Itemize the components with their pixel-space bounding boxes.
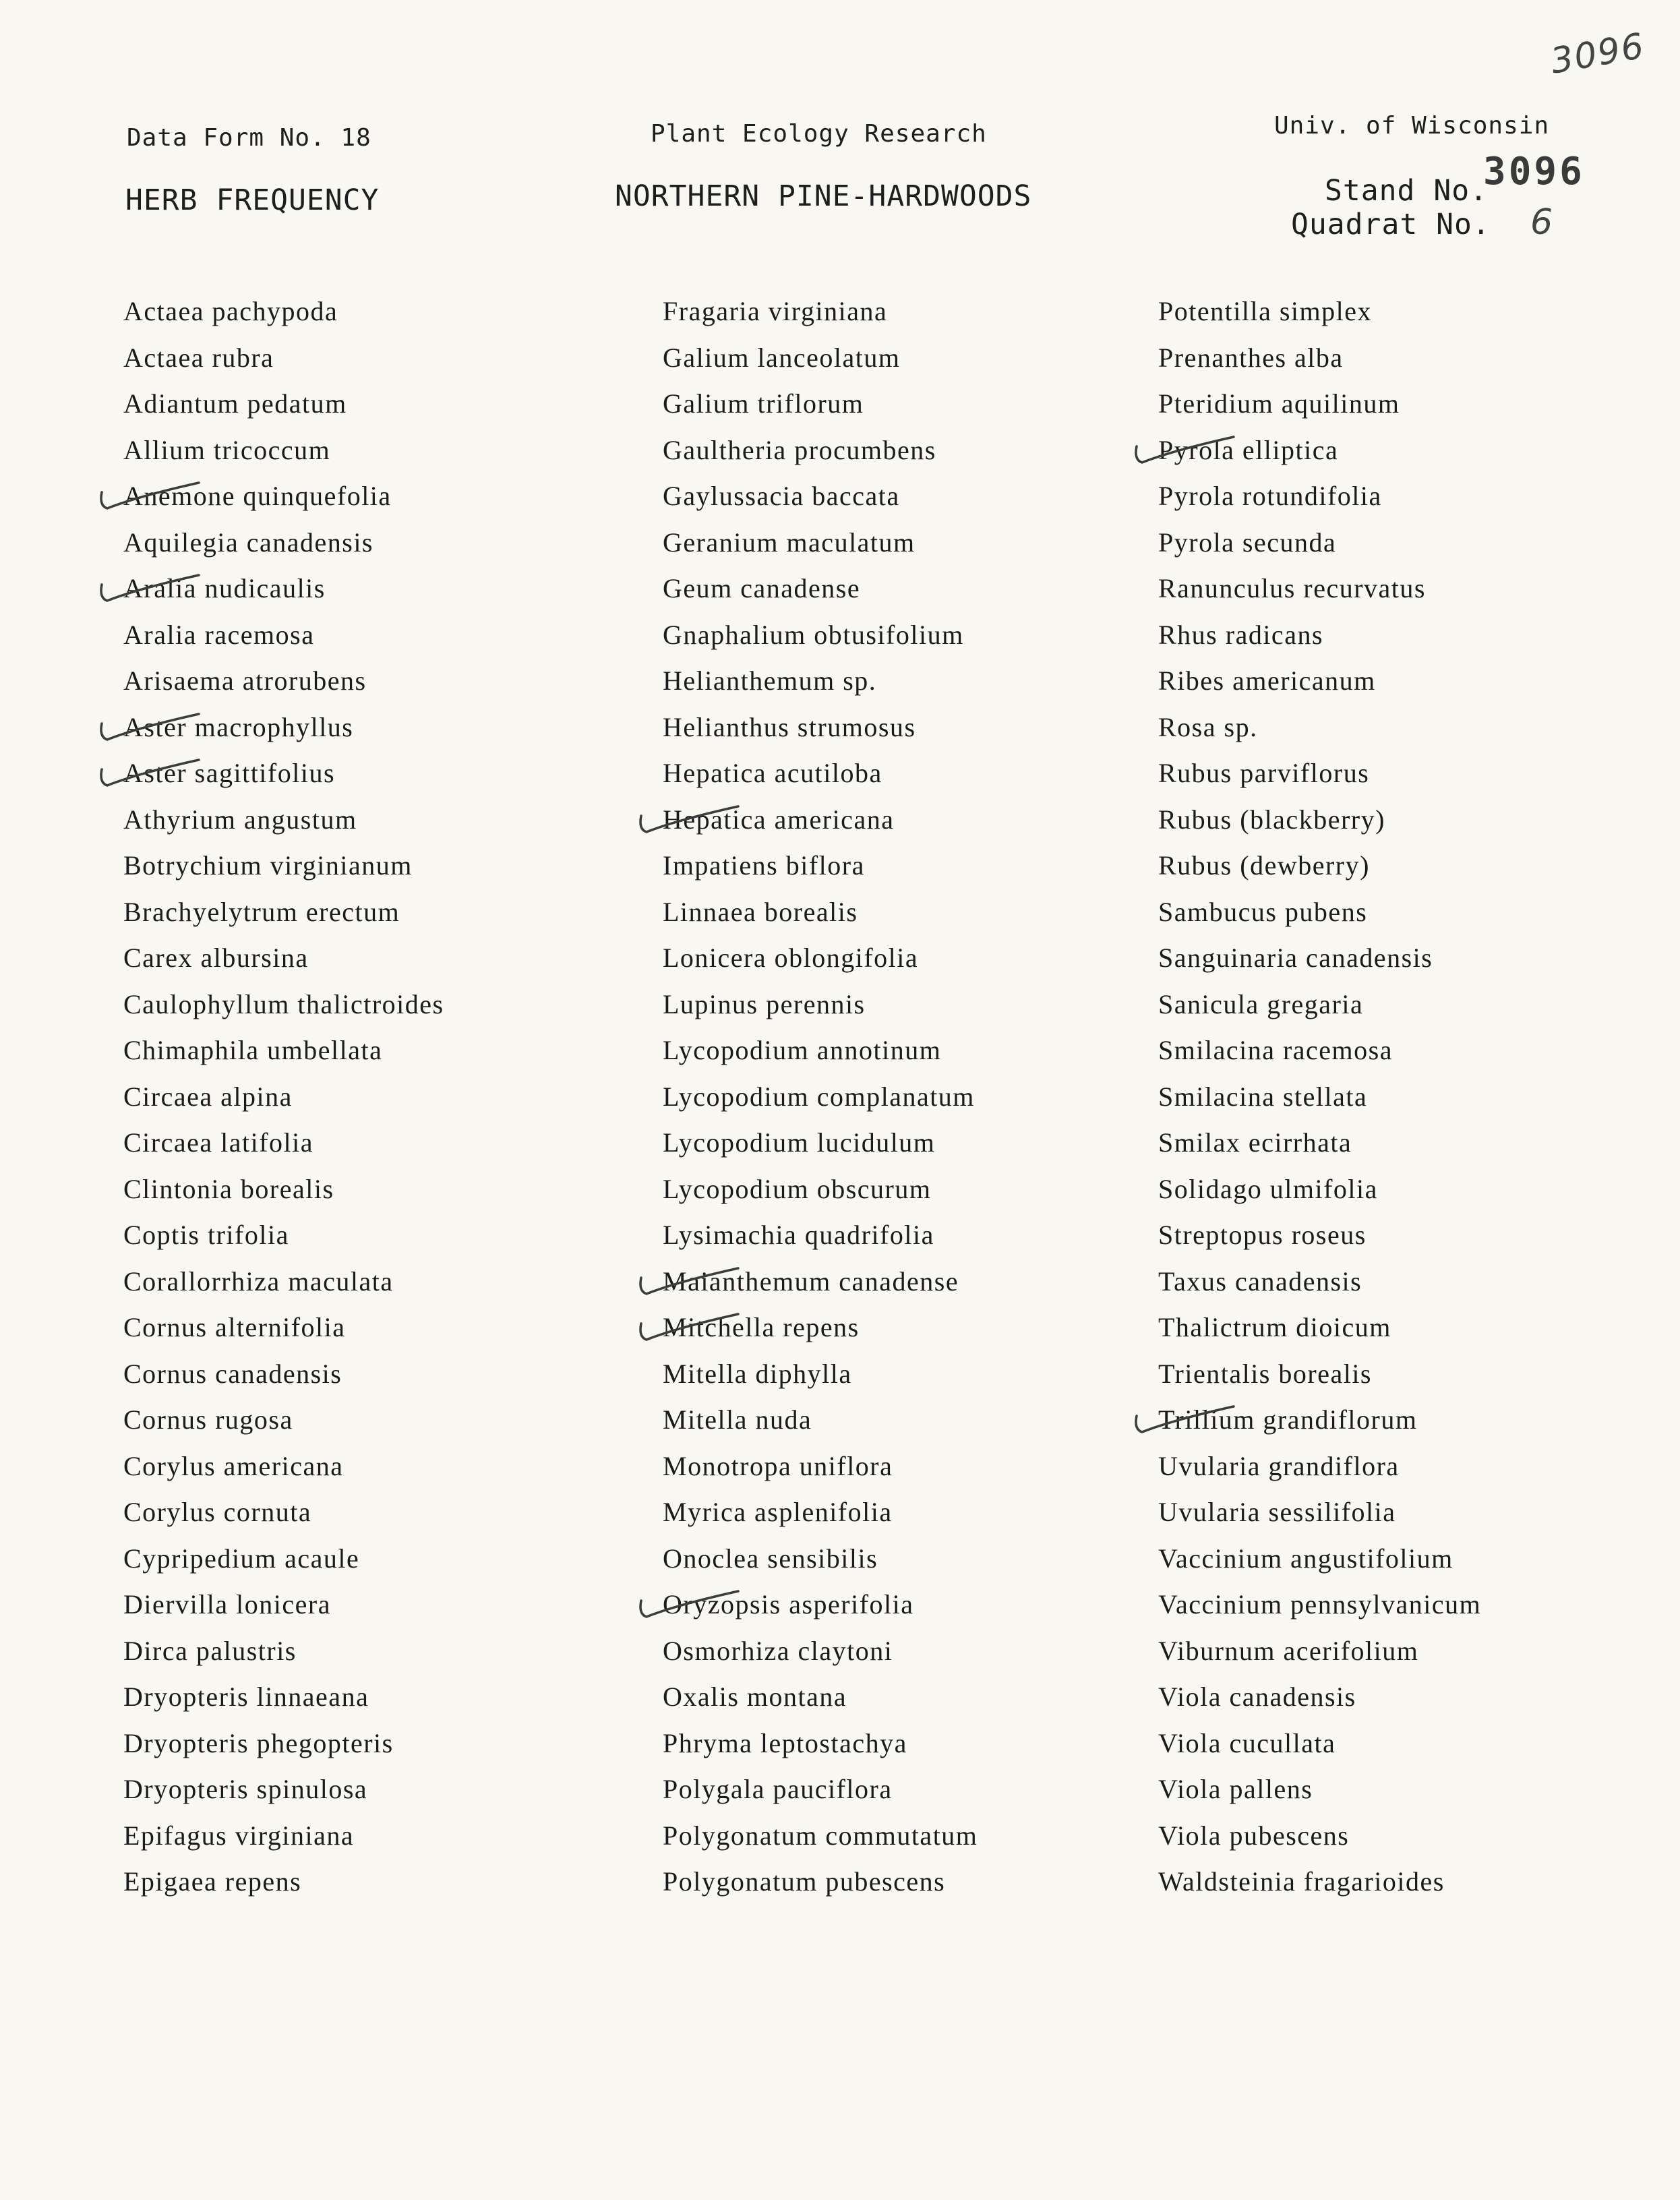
species-name: Vaccinium angustifolium: [1158, 1543, 1453, 1574]
species-row: [663, 1351, 1175, 1398]
species-row: [123, 612, 636, 659]
species-name: Galium triflorum: [663, 388, 864, 419]
institution-name: Univ. of Wisconsin: [1274, 112, 1550, 140]
species-row: [123, 427, 636, 474]
species-row: [663, 427, 1175, 474]
species-row: [123, 982, 636, 1028]
species-row: [1158, 1766, 1671, 1813]
species-name: Pyrola elliptica: [1158, 434, 1339, 465]
species-name: Cornus rugosa: [123, 1404, 293, 1435]
species-row: [123, 843, 636, 889]
species-name: Aralia racemosa: [123, 619, 315, 650]
species-name: Monotropa uniflora: [663, 1450, 893, 1481]
species-name: Viola cucullata: [1158, 1727, 1336, 1758]
species-row: [1158, 935, 1671, 982]
species-row: [123, 1859, 636, 1905]
species-row: [1158, 1859, 1671, 1905]
species-row: [1158, 520, 1671, 566]
species-row: [663, 335, 1175, 382]
species-row: [1158, 705, 1671, 751]
species-row: [1158, 797, 1671, 843]
species-name: Anemone quinquefolia: [123, 481, 392, 511]
species-row: [123, 797, 636, 843]
species-name: Ranunculus recurvatus: [1158, 573, 1426, 603]
species-row: [123, 335, 636, 382]
species-name: Osmorhiza claytoni: [663, 1635, 893, 1666]
species-row: [663, 1166, 1175, 1213]
species-name: Smilacina racemosa: [1158, 1035, 1393, 1065]
species-row: [663, 381, 1175, 427]
species-row: [663, 289, 1175, 335]
species-row: [663, 1628, 1175, 1675]
species-name: Geranium maculatum: [663, 527, 916, 558]
species-row: [1158, 1166, 1671, 1213]
species-row: [1158, 381, 1671, 427]
species-row: [663, 1397, 1175, 1444]
species-name: Mitella nuda: [663, 1404, 812, 1435]
species-name: Sanguinaria canadensis: [1158, 943, 1433, 973]
species-name: Oryzopsis asperifolia: [663, 1589, 914, 1619]
species-name: Lycopodium annotinum: [663, 1035, 942, 1065]
species-name: Rubus parviflorus: [1158, 758, 1370, 788]
species-name: Athyrium angustum: [123, 804, 357, 835]
species-name: Phryma leptostachya: [663, 1727, 907, 1758]
species-name: Epigaea repens: [123, 1866, 302, 1897]
species-name: Lycopodium obscurum: [663, 1173, 932, 1204]
species-name: Helianthus strumosus: [663, 711, 916, 742]
species-row: [123, 750, 636, 797]
checkmark-icon: [1133, 1400, 1281, 1440]
species-row: [1158, 1397, 1671, 1444]
species-row: [1158, 889, 1671, 936]
species-name: Lycopodium complanatum: [663, 1081, 975, 1112]
species-row: [663, 1120, 1175, 1166]
species-row: [1158, 1444, 1671, 1490]
species-name: Streptopus roseus: [1158, 1220, 1367, 1250]
species-name: Arisaema atrorubens: [123, 665, 367, 696]
species-row: [1158, 1721, 1671, 1767]
species-row: [123, 1628, 636, 1675]
species-row: [1158, 427, 1671, 474]
species-name: Helianthemum sp.: [663, 665, 877, 696]
species-name: Lupinus perennis: [663, 988, 866, 1019]
species-row: [663, 1489, 1175, 1536]
species-row: [123, 705, 636, 751]
species-row: [663, 658, 1175, 705]
species-row: [663, 1582, 1175, 1628]
species-row: [123, 1120, 636, 1166]
species-row: [1158, 1305, 1671, 1351]
species-row: [123, 889, 636, 936]
species-name: Lycopodium lucidulum: [663, 1127, 936, 1158]
species-row: [123, 1582, 636, 1628]
checkmark-icon: [637, 1261, 785, 1302]
species-name: Actaea pachypoda: [123, 296, 338, 326]
species-name: Circaea alpina: [123, 1081, 293, 1112]
species-row: [123, 289, 636, 335]
species-row: [663, 750, 1175, 797]
species-name: Dryopteris phegopteris: [123, 1727, 394, 1758]
species-name: Myrica asplenifolia: [663, 1497, 893, 1527]
species-name: Potentilla simplex: [1158, 296, 1372, 326]
species-name: Viola pubescens: [1158, 1820, 1350, 1851]
handwritten-corner-number: 3096: [1547, 26, 1648, 82]
species-name: Uvularia sessilifolia: [1158, 1497, 1396, 1527]
species-name: Hepatica acutiloba: [663, 758, 882, 788]
species-name: Rhus radicans: [1158, 619, 1324, 650]
species-name: Thalictrum dioicum: [1158, 1312, 1391, 1342]
species-row: [123, 1028, 636, 1074]
species-name: Gnaphalium obtusifolium: [663, 619, 964, 650]
species-row: [1158, 1212, 1671, 1259]
species-row: [663, 935, 1175, 982]
species-row: [1158, 1074, 1671, 1121]
species-row: [1158, 1674, 1671, 1721]
species-name: Brachyelytrum erectum: [123, 896, 400, 927]
species-row: [123, 1259, 636, 1305]
species-row: [123, 1766, 636, 1813]
checkmark-icon: [98, 753, 246, 794]
species-row: [663, 1074, 1175, 1121]
species-name: Pteridium aquilinum: [1158, 388, 1400, 419]
species-row: [123, 1305, 636, 1351]
species-name: Linnaea borealis: [663, 896, 858, 927]
species-name: Actaea rubra: [123, 342, 274, 373]
species-name: Trillium grandiflorum: [1158, 1404, 1418, 1435]
species-name: Diervilla lonicera: [123, 1589, 331, 1619]
species-name: Mitchella repens: [663, 1312, 860, 1342]
species-row: [123, 473, 636, 520]
species-row: [663, 982, 1175, 1028]
form-title: HERB FREQUENCY: [125, 183, 380, 217]
species-row: [663, 705, 1175, 751]
species-name: Cypripedium acaule: [123, 1543, 360, 1574]
species-name: Botrychium virginianum: [123, 850, 413, 881]
species-name: Pyrola rotundifolia: [1158, 481, 1382, 511]
species-row: [663, 1766, 1175, 1813]
checkmark-icon: [637, 1584, 785, 1625]
species-name: Smilacina stellata: [1158, 1081, 1368, 1112]
community-name: NORTHERN PINE-HARDWOODS: [615, 179, 1032, 213]
species-name: Polygonatum pubescens: [663, 1866, 946, 1897]
species-name: Circaea latifolia: [123, 1127, 314, 1158]
species-row: [123, 1813, 636, 1860]
species-row: [123, 1489, 636, 1536]
species-row: [1158, 1582, 1671, 1628]
species-row: [123, 1444, 636, 1490]
program-name: Plant Ecology Research: [651, 120, 987, 148]
quadrat-number-value: 6: [1530, 202, 1555, 243]
species-name: Impatiens biflora: [663, 850, 865, 881]
species-name: Gaultheria procumbens: [663, 434, 936, 465]
species-name: Rubus (dewberry): [1158, 850, 1370, 881]
species-row: [663, 1721, 1175, 1767]
species-row: [663, 1674, 1175, 1721]
species-row: [123, 566, 636, 612]
species-column-1: [123, 289, 636, 1905]
species-row: [663, 520, 1175, 566]
species-row: [1158, 658, 1671, 705]
species-row: [1158, 1028, 1671, 1074]
species-row: [1158, 982, 1671, 1028]
species-name: Smilax ecirrhata: [1158, 1127, 1352, 1158]
species-name: Geum canadense: [663, 573, 861, 603]
species-row: [663, 1259, 1175, 1305]
species-row: [663, 473, 1175, 520]
species-row: [1158, 1120, 1671, 1166]
species-row: [1158, 750, 1671, 797]
species-row: [663, 1028, 1175, 1074]
checkmark-icon: [98, 568, 246, 609]
species-name: Maianthemum canadense: [663, 1266, 959, 1297]
species-name: Lonicera oblongifolia: [663, 943, 919, 973]
species-name: Adiantum pedatum: [123, 388, 347, 419]
species-row: [1158, 1351, 1671, 1398]
species-row: [123, 1166, 636, 1213]
species-row: [663, 1444, 1175, 1490]
species-row: [663, 843, 1175, 889]
species-row: [663, 1813, 1175, 1860]
species-name: Coptis trifolia: [123, 1220, 289, 1250]
species-column-3: [1158, 289, 1671, 1905]
species-name: Trientalis borealis: [1158, 1358, 1372, 1389]
species-name: Vaccinium pennsylvanicum: [1158, 1589, 1482, 1619]
species-name: Prenanthes alba: [1158, 342, 1344, 373]
checkmark-icon: [637, 800, 785, 840]
species-row: [1158, 289, 1671, 335]
species-name: Mitella diphylla: [663, 1358, 852, 1389]
species-row: [123, 1397, 636, 1444]
checkmark-icon: [98, 476, 246, 516]
species-name: Viola canadensis: [1158, 1682, 1356, 1712]
species-name: Lysimachia quadrifolia: [663, 1220, 934, 1250]
species-name: Uvularia grandiflora: [1158, 1450, 1400, 1481]
species-row: [1158, 1259, 1671, 1305]
species-name: Polygonatum commutatum: [663, 1820, 978, 1851]
species-name: Sanicula gregaria: [1158, 988, 1364, 1019]
species-row: [1158, 843, 1671, 889]
species-name: Rosa sp.: [1158, 711, 1258, 742]
species-row: [1158, 1628, 1671, 1675]
quadrat-number-label: Quadrat No.: [1291, 208, 1491, 241]
species-row: [123, 1721, 636, 1767]
species-name: Taxus canadensis: [1158, 1266, 1362, 1297]
checkmark-icon: [637, 1307, 785, 1348]
species-row: [1158, 1489, 1671, 1536]
species-name: Cornus alternifolia: [123, 1312, 346, 1342]
species-name: Viburnum acerifolium: [1158, 1635, 1419, 1666]
species-name: Onoclea sensibilis: [663, 1543, 878, 1574]
species-row: [1158, 1813, 1671, 1860]
species-name: Clintonia borealis: [123, 1173, 334, 1204]
species-row: [1158, 1536, 1671, 1582]
species-name: Viola pallens: [1158, 1774, 1313, 1804]
species-name: Rubus (blackberry): [1158, 804, 1385, 835]
species-row: [663, 797, 1175, 843]
species-name: Ribes americanum: [1158, 665, 1376, 696]
species-row: [663, 1305, 1175, 1351]
species-name: Gaylussacia baccata: [663, 481, 900, 511]
species-name: Corallorrhiza maculata: [123, 1266, 394, 1297]
species-row: [123, 935, 636, 982]
species-row: [123, 1674, 636, 1721]
species-name: Aquilegia canadensis: [123, 527, 373, 558]
species-name: Allium tricoccum: [123, 434, 331, 465]
species-row: [1158, 612, 1671, 659]
species-row: [663, 1536, 1175, 1582]
checkmark-icon: [1133, 430, 1281, 471]
species-row: [123, 1212, 636, 1259]
checkmark-icon: [98, 707, 246, 748]
species-row: [663, 566, 1175, 612]
species-name: Sambucus pubens: [1158, 896, 1368, 927]
species-name: Hepatica americana: [663, 804, 895, 835]
species-name: Dryopteris spinulosa: [123, 1774, 368, 1804]
species-row: [123, 1536, 636, 1582]
species-row: [123, 1351, 636, 1398]
species-row: [123, 520, 636, 566]
species-name: Dirca palustris: [123, 1635, 297, 1666]
species-name: Dryopteris linnaeana: [123, 1682, 369, 1712]
species-name: Epifagus virginiana: [123, 1820, 355, 1851]
species-row: [663, 889, 1175, 936]
species-name: Galium lanceolatum: [663, 342, 901, 373]
species-row: [1158, 473, 1671, 520]
species-row: [123, 658, 636, 705]
species-name: Solidago ulmifolia: [1158, 1173, 1378, 1204]
species-name: Corylus cornuta: [123, 1497, 312, 1527]
species-name: Chimaphila umbellata: [123, 1035, 383, 1065]
form-number: Data Form No. 18: [127, 124, 371, 152]
species-name: Aster sagittifolius: [123, 758, 336, 788]
species-name: Waldsteinia fragarioides: [1158, 1866, 1445, 1897]
stand-number-label: Stand No.: [1325, 174, 1488, 208]
species-name: Carex albursina: [123, 943, 309, 973]
species-name: Aralia nudicaulis: [123, 573, 326, 603]
species-name: Oxalis montana: [663, 1682, 847, 1712]
species-row: [663, 1212, 1175, 1259]
species-name: Fragaria virginiana: [663, 296, 888, 326]
species-name: Corylus americana: [123, 1450, 344, 1481]
species-name: Aster macrophyllus: [123, 711, 354, 742]
species-name: Pyrola secunda: [1158, 527, 1337, 558]
species-row: [663, 1859, 1175, 1905]
species-row: [1158, 335, 1671, 382]
species-row: [123, 1074, 636, 1121]
species-column-2: [663, 289, 1175, 1905]
species-name: Caulophyllum thalictroides: [123, 988, 444, 1019]
species-name: Polygala pauciflora: [663, 1774, 893, 1804]
species-row: [123, 381, 636, 427]
species-row: [663, 612, 1175, 659]
species-row: [1158, 566, 1671, 612]
stand-number-value: 3096: [1483, 150, 1585, 194]
species-name: Cornus canadensis: [123, 1358, 342, 1389]
